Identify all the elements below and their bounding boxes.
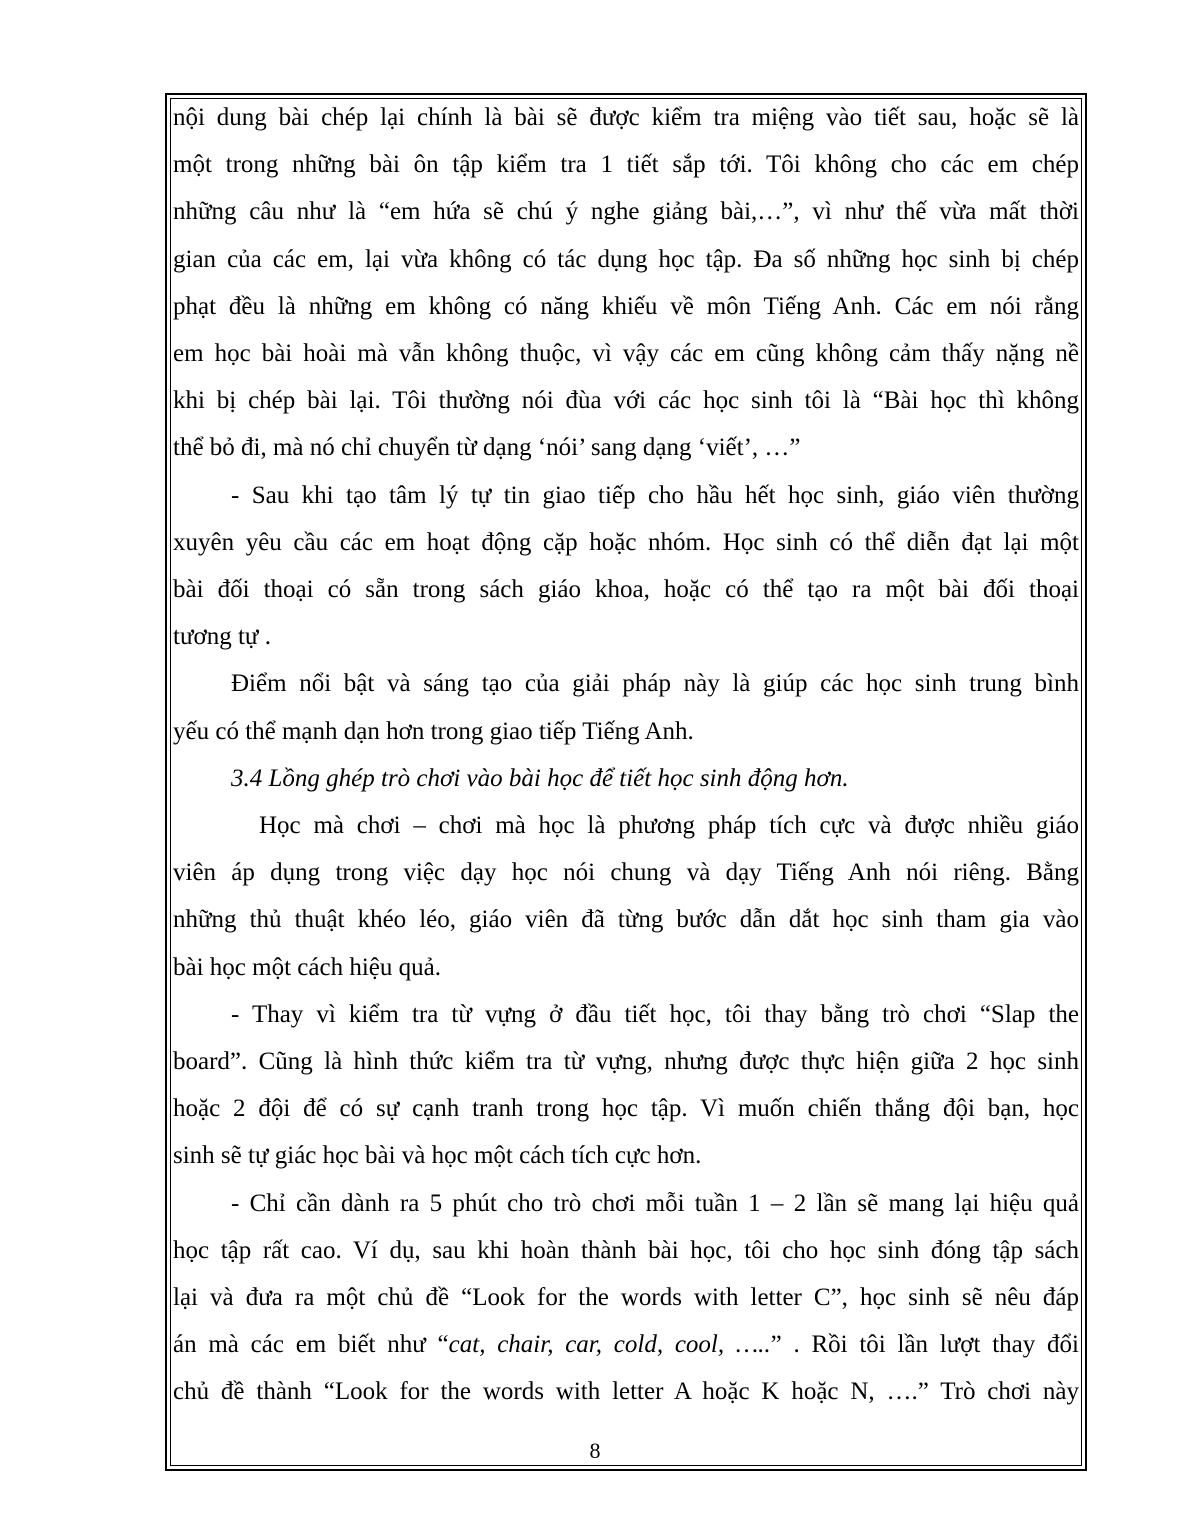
paragraph-1-line-4: gian của các em, lại vừa không có tác dụng học tập. Đa số những học sinh bị chép <box>173 245 1079 273</box>
page-number: 8 <box>589 1438 601 1463</box>
paragraph-3-line-1: Điểm nổi bật và sáng tạo của giải pháp này là giúp các học sinh trung bình <box>231 670 1079 698</box>
paragraph-3-line-2: yếu có thể mạnh dạn hơn trong giao tiếp Tiếng Anh. <box>173 717 694 745</box>
paragraph-1-line-3: những câu như là “em hứa sẽ chú ý nghe giảng bài,…”, vì như thế vừa mất thời <box>173 198 1079 226</box>
paragraph-7-line-4-after: ” . Rồi tôi lần lượt thay đổi <box>770 1331 1079 1359</box>
paragraph-6-line-2: board”. Cũng là hình thức kiểm tra từ vựng, nhưng được thực hiện giữa 2 học sinh <box>173 1048 1079 1076</box>
paragraph-7-line-1: - Chỉ cần dành ra 5 phút cho trò chơi mỗi tuần 1 – 2 lần sẽ mang lại hiệu quả <box>231 1189 1079 1217</box>
paragraph-6-line-3: hoặc 2 đội để có sự cạnh tranh trong học tập. Vì muốn chiến thắng đội bạn, học <box>173 1095 1079 1123</box>
paragraph-7-line-4 <box>173 1321 1079 1368</box>
paragraph-6-line-1: - Thay vì kiểm tra từ vựng ở đầu tiết học, tôi thay bằng trò chơi “Slap the <box>231 1000 1079 1028</box>
paragraph-7-line-3: lại và đưa ra một chủ đề “Look for the words with letter C”, học sinh sẽ nêu đáp <box>173 1284 1079 1312</box>
paragraph-1-line-7: khi bị chép bài lại. Tôi thường nói đùa với các học sinh tôi là “Bài học thì không <box>173 387 1079 415</box>
paragraph-2-line-1: - Sau khi tạo tâm lý tự tin giao tiếp cho hầu hết học sinh, giáo viên thường <box>231 481 1079 509</box>
paragraph-5-line-4: bài học một cách hiệu quả. <box>173 953 441 981</box>
paragraph-1-line-6: em học bài hoài mà vẫn không thuộc, vì vậy các em cũng không cảm thấy nặng nề <box>173 340 1079 368</box>
paragraph-7-line-5: chủ đề thành “Look for the words with letter A hoặc K hoặc N, ….” Trò chơi này <box>173 1378 1079 1406</box>
paragraph-2-line-2: xuyên yêu cầu các em hoạt động cặp hoặc nhóm. Học sinh có thể diễn đạt lại một <box>173 528 1079 556</box>
example-words: cat, chair, car, cold, cool, ….. <box>448 1331 771 1359</box>
document-body <box>173 94 1079 1416</box>
paragraph-7-line-4-before: án mà các em biết như “ <box>173 1331 449 1359</box>
paragraph-6-line-4: sinh sẽ tự giác học bài và học một cách tích cực hơn. <box>173 1142 702 1170</box>
paragraph-1-line-2: một trong những bài ôn tập kiểm tra 1 tiết sắp tới. Tôi không cho các em chép <box>173 151 1079 179</box>
paragraph-2-line-4: tương tự . <box>173 623 271 651</box>
paragraph-5-line-1: Học mà chơi – chơi mà học là phương pháp tích cực và được nhiều giáo <box>259 812 1079 840</box>
paragraph-7-line-2: học tập rất cao. Ví dụ, sau khi hoàn thành bài học, tôi cho học sinh đóng tập sách <box>173 1236 1079 1264</box>
paragraph-5-line-3: những thủ thuật khéo léo, giáo viên đã từng bước dẫn dắt học sinh tham gia vào <box>173 906 1079 934</box>
paragraph-2-line-3: bài đối thoại có sẵn trong sách giáo khoa, hoặc có thể tạo ra một bài đối thoại <box>173 576 1079 604</box>
paragraph-1-line-8: thể bỏ đi, mà nó chỉ chuyển từ dạng ‘nói’ sang dạng ‘viết’, …” <box>173 434 801 462</box>
section-heading-3-4: 3.4 Lồng ghép trò chơi vào bài học để tiết học sinh động hơn. <box>231 764 849 792</box>
paragraph-1-line-1: nội dung bài chép lại chính là bài sẽ được kiểm tra miệng vào tiết sau, hoặc sẽ là <box>173 104 1079 131</box>
paragraph-1-line-5: phạt đều là những em không có năng khiếu về môn Tiếng Anh. Các em nói rằng <box>173 292 1079 320</box>
paragraph-5-line-2: viên áp dụng trong việc dạy học nói chung và dạy Tiếng Anh nói riêng. Bằng <box>173 859 1079 887</box>
